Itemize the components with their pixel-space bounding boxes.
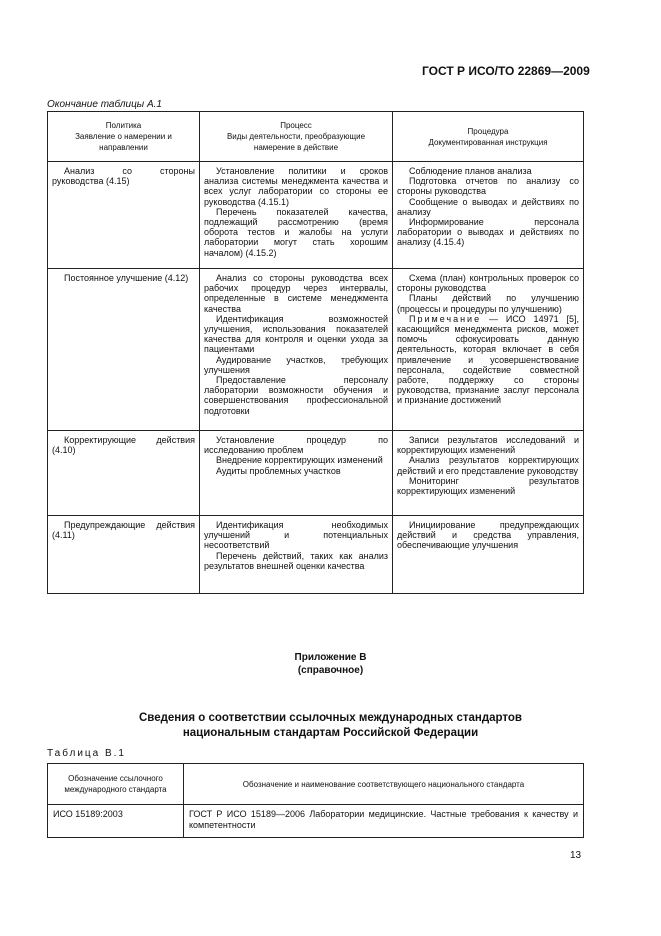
process-item: Предоставление персоналу лаборатории возможности обучения и совершенствования профессиональной подготовки	[204, 375, 388, 416]
process-item: Аудиты проблемных участков	[216, 465, 341, 476]
procedure-item: Соблюдение планов анализа	[409, 166, 532, 176]
procedure-item: Записи результатов исследований и корректирующих изменений	[397, 435, 579, 456]
procedure-item: Инициирование предупреждающих действий и средства управления, обеспечивающие улучшения	[397, 520, 579, 551]
table-b-label: Таблица В.1	[47, 748, 126, 759]
table-b	[47, 763, 584, 838]
procedure-item: Анализ результатов корректирующих действий и его представление руководству	[397, 455, 579, 476]
column-subtitle: Виды деятельности, преобразующие намерение в действие	[226, 132, 366, 152]
procedure-cell	[393, 516, 584, 594]
page-number: 13	[570, 850, 582, 861]
column-header-procedure	[393, 112, 584, 162]
process-item: Анализ со стороны руководства всех рабочих процедур через интервалы, определенные в системе менеджмента качества	[204, 273, 388, 314]
procedure-cell	[393, 269, 584, 431]
note-label: Примечание	[409, 313, 482, 324]
process-item: Идентификация необходимых улучшений и потенциальных несоответствий	[204, 520, 388, 551]
table-a-caption: Окончание таблицы А.1	[47, 99, 162, 110]
procedure-item: Информирование персонала лаборатории о выводах и действиях по анализу (4.15.4)	[397, 217, 579, 248]
procedure-cell	[393, 431, 584, 516]
table-row	[48, 805, 584, 838]
procedure-item: Планы действий по улучшению (процессы и процедуры по улучшению)	[397, 293, 579, 314]
national-standard-cell: ГОСТ Р ИСО 15189—2006 Лаборатории медицинские. Частные требования к качеству и компетентности	[184, 805, 584, 838]
policy-text: Анализ со стороны руководства (4.15)	[52, 166, 195, 187]
column-title: Процесс	[280, 121, 312, 130]
procedure-item: Сообщение о выводах и действиях по анализу	[397, 196, 579, 217]
procedure-item: Схема (план) контрольных проверок со стороны руководства	[397, 273, 579, 294]
process-item: Установление процедур по исследованию проблем	[204, 435, 388, 456]
column-title: Процедура	[467, 126, 509, 136]
process-item: Идентификация возможностей улучшения, использования показателей качества для контроля и оценки ухода за пациентами	[204, 313, 388, 355]
procedure-item: Мониторинг результатов корректирующих изменений	[397, 475, 579, 497]
policy-text: Постоянное улучшение (4.12)	[64, 273, 189, 283]
table-row	[48, 516, 584, 594]
table-a-header-row	[48, 112, 584, 162]
process-item: Внедрение корректирующих изменений	[216, 455, 383, 466]
note-text: — ИСО 14971 [5], касающийся менеджмента рисков, может помочь сфокусировать данную деятельность, которая включает в себя привлечение и усовершенствование персонала, содействие совместной работе, поддержку со стороны руководства, признание заслуг персонала и признание достижений	[397, 313, 579, 406]
policy-cell	[48, 162, 200, 269]
column-title: Политика	[105, 121, 142, 130]
process-cell	[200, 516, 393, 594]
table-b-header-row	[48, 764, 584, 805]
column-subtitle: Заявление о намерении и направлении	[75, 132, 172, 152]
procedure-cell	[393, 162, 584, 269]
process-cell	[200, 162, 393, 269]
procedure-item: Подготовка отчетов по анализу со стороны руководства	[397, 176, 579, 197]
appendix-subtitle: (справочное)	[297, 665, 364, 676]
process-item: Аудирование участков, требующих улучшения	[204, 354, 388, 375]
column-header-intl: Обозначение ссылочного международного стандарта	[48, 764, 184, 805]
column-header-policy	[48, 112, 200, 162]
table-row	[48, 162, 584, 269]
section-title-line2: национальным стандартам Российской Федерации	[182, 727, 479, 739]
column-subtitle: Документированная инструкция	[428, 137, 548, 147]
section-title-line1: Сведения о соответствии ссылочных международных стандартов	[138, 712, 522, 724]
process-cell	[200, 431, 393, 516]
process-cell	[200, 269, 393, 431]
process-item: Перечень показателей качества, подлежащий рассмотрению (время оборота тестов и жалобы на услуги лаборатории могут стать хорошим началом) (4.15.2)	[204, 206, 388, 258]
policy-cell	[48, 431, 200, 516]
table-row	[48, 431, 584, 516]
document-code: ГОСТ Р ИСО/ТО 22869—2009	[422, 64, 590, 78]
column-header-process	[200, 112, 393, 162]
process-item: Перечень действий, таких как анализ результатов внешней оценки качества	[204, 550, 388, 571]
process-item: Установление политики и сроков анализа системы менеджмента качества и всех услуг лаборатории со стороны ее руководства (4.15.1)	[204, 166, 388, 207]
column-header-national: Обозначение и наименование соответствующего национального стандарта	[184, 764, 584, 805]
table-row	[48, 269, 584, 431]
policy-cell	[48, 269, 200, 431]
policy-text: Предупреждающие действия (4.11)	[52, 520, 195, 541]
policy-text: Корректирующие действия (4.10)	[52, 435, 195, 456]
procedure-note	[397, 314, 579, 406]
intl-standard-cell: ИСО 15189:2003	[48, 805, 184, 838]
appendix-title: Приложение В	[294, 652, 367, 663]
policy-cell	[48, 516, 200, 594]
table-a	[47, 111, 584, 594]
